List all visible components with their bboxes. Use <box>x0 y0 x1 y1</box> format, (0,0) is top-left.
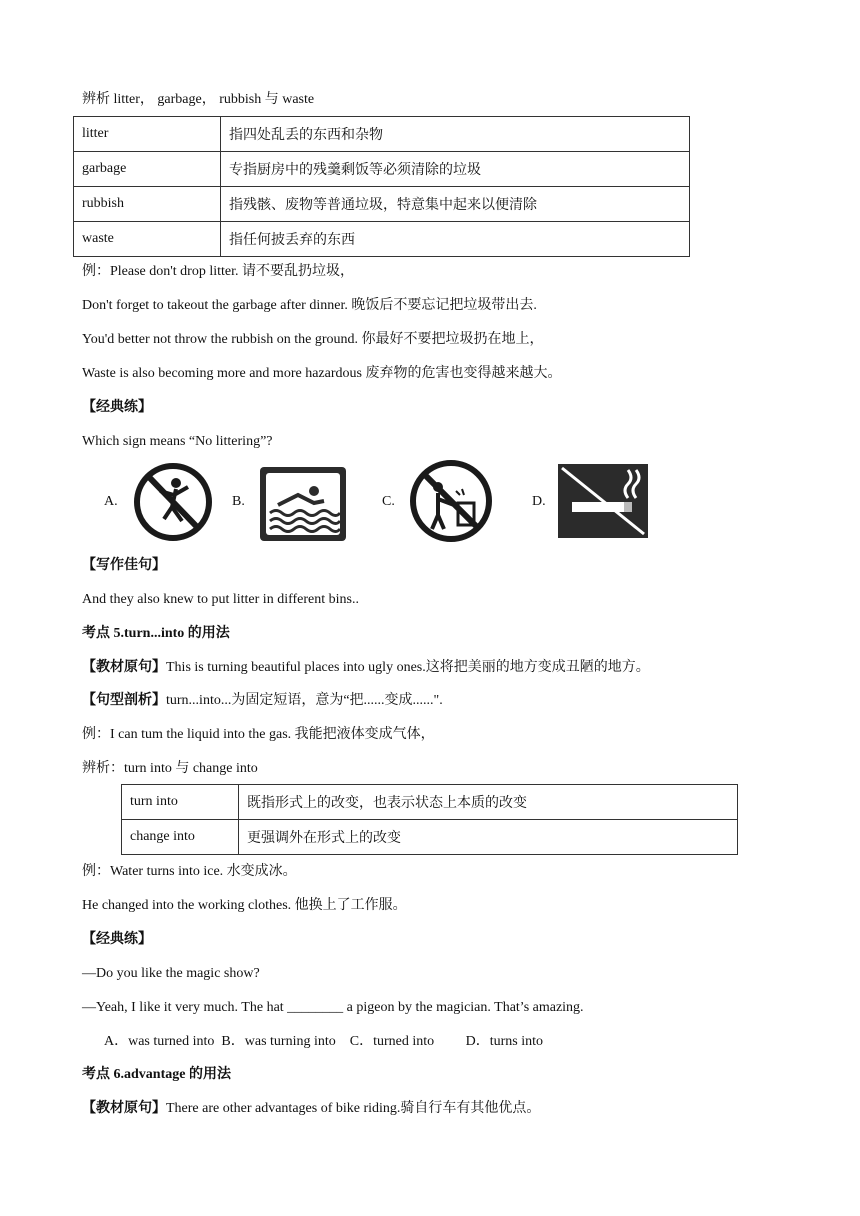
textbook-text: There are other advantages of bike riding.骑自行车有其他优点。 <box>166 1101 541 1116</box>
option-b-label: B. <box>232 494 245 509</box>
textbook-sentence <box>82 659 650 677</box>
option-d-label: D. <box>532 494 546 509</box>
definition-cell: 指四处乱丢的东西和杂物 <box>221 117 690 152</box>
key-point-heading: 考点 5.turn...into 的用法 <box>82 626 230 641</box>
definition-cell: 既指形式上的改变，也表示状态上本质的改变 <box>239 785 738 820</box>
dialogue-line: —Do you like the magic show? <box>82 966 260 981</box>
vocab-table-1 <box>73 116 690 257</box>
definition-cell: 指残骸、废物等普通垃圾，特意集中起来以便清除 <box>221 187 690 222</box>
example-line: 例：Please don't drop litter. 请不要乱扔垃圾， <box>82 264 355 279</box>
definition-cell: 更强调外在形式上的改变 <box>239 820 738 855</box>
no-dancing-sign-icon <box>130 461 216 543</box>
section-heading: 【写作佳句】 <box>82 558 166 573</box>
table-row <box>74 187 690 222</box>
definition-cell: 专指厨房中的残羹剩饭等必须清除的垃圾 <box>221 152 690 187</box>
term-cell: change into <box>122 820 239 855</box>
example-line: 例：Water turns into ice. 水变成冰。 <box>82 864 297 879</box>
key-point-heading: 考点 6.advantage 的用法 <box>82 1067 231 1082</box>
example-line: He changed into the working clothes. 他换上了工作服。 <box>82 898 407 913</box>
term-cell: waste <box>74 222 221 257</box>
table-row <box>74 152 690 187</box>
answer-options: A．was turned into B．was turning into C．turned into D．turns into <box>104 1034 544 1049</box>
no-smoking-sign-icon <box>558 464 648 538</box>
textbook-text: This is turning beautiful places into ugly ones.这将把美丽的地方变成丑陋的地方。 <box>166 660 650 675</box>
term-cell: rubbish <box>74 187 221 222</box>
table-row <box>122 785 738 820</box>
swimming-sign-icon <box>258 465 348 543</box>
vocab-table-2 <box>121 784 738 855</box>
example-line: Waste is also becoming more and more hazardous 废弃物的危害也变得越来越大。 <box>82 366 562 381</box>
question-text: Which sign means “No littering”? <box>82 434 273 449</box>
textbook-tag: 【教材原句】 <box>82 660 166 675</box>
example-line: 例：I can tum the liquid into the gas. 我能把液体变成气体， <box>82 727 435 742</box>
term-cell: turn into <box>122 785 239 820</box>
option-a-label: A. <box>104 494 118 509</box>
option-c-label: C. <box>382 494 395 509</box>
writing-sentence: And they also knew to put litter in different bins.. <box>82 592 359 607</box>
comparison-intro: 辨析 litter， garbage， rubbish 与 waste <box>82 92 315 107</box>
example-line: You'd better not throw the rubbish on the ground. 你最好不要把垃圾扔在地上， <box>82 332 544 347</box>
definition-cell: 指任何披丢弃的东西 <box>221 222 690 257</box>
textbook-sentence <box>82 1100 540 1118</box>
section-heading: 【经典练】 <box>82 400 152 415</box>
pattern-analysis <box>82 692 443 710</box>
comparison-intro: 辨析：turn into 与 change into <box>82 761 258 776</box>
analysis-text: turn...into...为固定短语，意为“把......变成......". <box>166 693 443 708</box>
term-cell: garbage <box>74 152 221 187</box>
table-row <box>122 820 738 855</box>
term-cell: litter <box>74 117 221 152</box>
dialogue-line: —Yeah, I like it very much. The hat ________ a pigeon by the magician. That’s amazing. <box>82 1000 584 1015</box>
no-littering-sign-icon <box>406 459 496 543</box>
analysis-tag: 【句型剖析】 <box>82 693 166 708</box>
table-row <box>74 222 690 257</box>
table-row <box>74 117 690 152</box>
section-heading: 【经典练】 <box>82 932 152 947</box>
textbook-tag: 【教材原句】 <box>82 1101 166 1116</box>
example-line: Don't forget to takeout the garbage after dinner. 晚饭后不要忘记把垃圾带出去. <box>82 298 537 313</box>
